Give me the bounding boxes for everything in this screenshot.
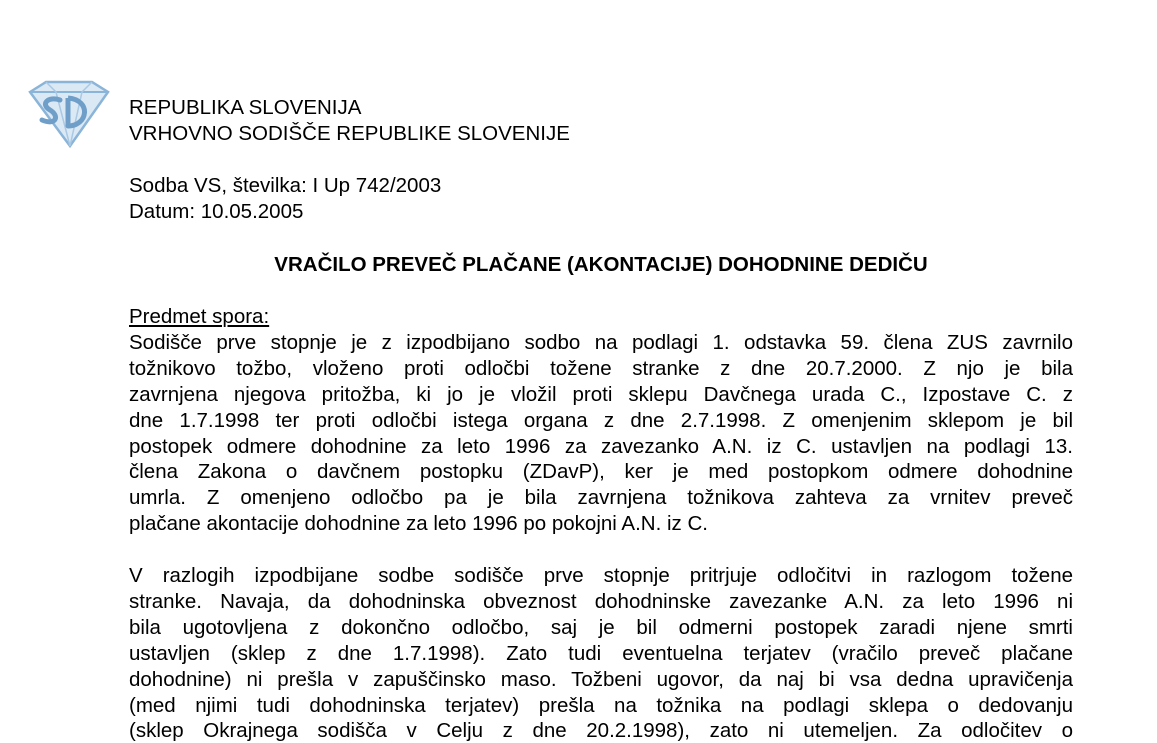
- paragraph-line: (med njimi tudi dohodninska terjatev) prešla na tožnika na podlagi sklepa o dedovanju: [129, 693, 1073, 717]
- case-number: Sodba VS, številka: I Up 742/2003: [129, 174, 442, 197]
- paragraph-line: (sklep Okrajnega sodišča v Celju z dne 20.2.1998), zato ni utemeljen. Za odločitev o: [129, 719, 1073, 743]
- court-header: [129, 95, 570, 147]
- paragraph-line: dne 1.7.1998 ter proti odločbi istega organa z dne 2.7.1998. Z omenjenim sklepom je bil: [129, 408, 1073, 432]
- paragraph-line: plačane akontacije dohodnine za leto 1996 po pokojni A.N. iz C.: [129, 512, 708, 536]
- case-meta: [129, 173, 441, 225]
- paragraph-1: [129, 330, 1073, 537]
- supreme-court-shield-icon: [26, 78, 112, 150]
- header-court: VRHOVNO SODIŠČE REPUBLIKE SLOVENIJE: [129, 122, 570, 145]
- paragraph-line: tožnikovo tožbo, vloženo proti odločbi tožene stranke z dne 20.7.2000. Z njo je bila: [129, 356, 1073, 380]
- document-title: VRAČILO PREVEČ PLAČANE (AKONTACIJE) DOHODNINE DEDIČU: [274, 253, 928, 276]
- paragraph-2: [129, 563, 1073, 743]
- paragraph-line: postopek odmere dohodnine za leto 1996 za zavezanko A.N. iz C. ustavljen na podlagi 13.: [129, 434, 1073, 458]
- paragraph-line: bila ugotovljena z dokončno odločbo, saj je bil odmerni postopek zaradi njene smrti: [129, 615, 1073, 639]
- paragraph-line: stranke. Navaja, da dohodninska obveznost dohodninske zavezanke A.N. za leto 1996 ni: [129, 589, 1073, 613]
- paragraph-line: člena Zakona o davčnem postopku (ZDavP), ker je med postopkom odmere dohodnine: [129, 460, 1073, 484]
- case-date: Datum: 10.05.2005: [129, 200, 304, 223]
- paragraph-line: dohodnine) ni prešla v zapuščinsko maso. Tožbeni ugovor, da naj bi vsa dedna upravičenja: [129, 667, 1073, 691]
- header-republic: REPUBLIKA SLOVENIJA: [129, 96, 362, 119]
- paragraph-line: umrla. Z omenjeno odločbo pa je bila zavrnjena tožnikova zahteva za vrnitev preveč: [129, 486, 1073, 510]
- paragraph-line: ustavljen (sklep z dne 1.7.1998). Zato tudi eventuelna terjatev (vračilo preveč plačane: [129, 641, 1073, 665]
- document-body: [129, 304, 1073, 743]
- paragraph-line: V razlogih izpodbijane sodbe sodišče prve stopnje pritrjuje odločitvi in razlogom tožene: [129, 564, 1073, 588]
- paragraph-line: zavrnjena njegova pritožba, ki jo je vložil proti sklepu Davčnega urada C., Izpostave C. z: [129, 382, 1073, 406]
- section-heading: Predmet spora:: [129, 305, 270, 328]
- paragraph-line: Sodišče prve stopnje je z izpodbijano sodbo na podlagi 1. odstavka 59. člena ZUS zavrnilo: [129, 330, 1073, 354]
